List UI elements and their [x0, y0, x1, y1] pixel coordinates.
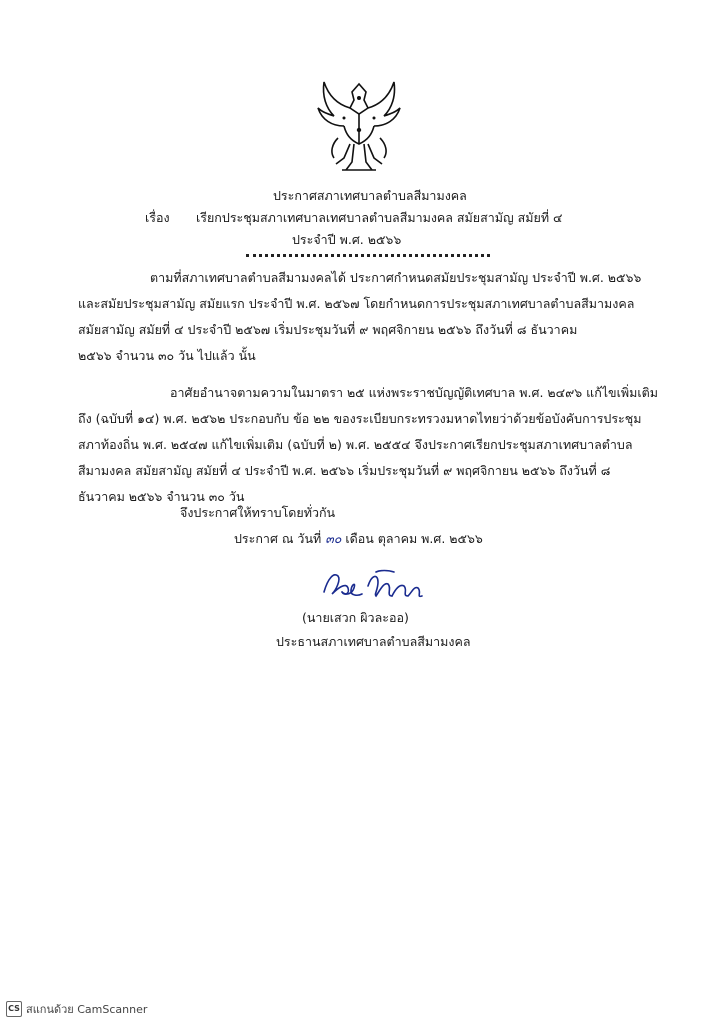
- paragraph-2-line-5: ธันวาคม ๒๕๖๖ จำนวน ๓๐ วัน: [78, 489, 245, 504]
- paragraph-1-line-2: และสมัยประชุมสามัญ สมัยแรก ประจำปี พ.ศ. ๒๕๖๗ โดยกำหนดการประชุมสภาเทศบาลตำบลสีมามงคล: [78, 296, 635, 311]
- signatory-name: (นายเสวก ผิวละออ): [302, 610, 409, 625]
- subject-label: เรื่อง: [145, 210, 170, 225]
- paragraph-1-line-3: สมัยสามัญ สมัยที่ ๔ ประจำปี ๒๕๖๗ เริ่มประชุมวันที่ ๙ พฤศจิกายน ๒๕๖๖ ถึงวันที่ ๘ ธันวาคม: [78, 322, 578, 337]
- announce-day: ๓๐: [325, 531, 342, 546]
- handwritten-signature: [318, 566, 434, 606]
- announce-prefix: ประกาศ ณ วันที่: [234, 531, 322, 546]
- garuda-emblem: [314, 78, 404, 178]
- dotted-separator: [246, 254, 490, 257]
- announce-date: [234, 531, 483, 547]
- subject-text: เรียกประชุมสภาเทศบาลเทศบาลตำบลสีมามงคล สมัยสามัญ สมัยที่ ๔: [196, 210, 563, 225]
- subject-year: ประจำปี พ.ศ. ๒๕๖๖: [292, 232, 402, 247]
- paragraph-1-line-1: ตามที่สภาเทศบาลตำบลสีมามงคลได้ ประกาศกำหนดสมัยประชุมสามัญ ประจำปี พ.ศ. ๒๕๖๖: [150, 270, 642, 285]
- paragraph-2-line-2: ถึง (ฉบับที่ ๑๔) พ.ศ. ๒๕๖๒ ประกอบกับ ข้อ ๒๒ ของระเบียบกระทรวงมหาดไทยว่าด้วยข้อบังคับการประชุม: [78, 411, 642, 426]
- camscanner-text: สแกนด้วย CamScanner: [26, 1003, 148, 1016]
- camscanner-watermark: [6, 1000, 147, 1018]
- closing-statement: จึงประกาศให้ทราบโดยทั่วกัน: [180, 505, 336, 520]
- signatory-position: ประธานสภาเทศบาลตำบลสีมามงคล: [276, 634, 471, 649]
- paragraph-1-line-4: ๒๕๖๖ จำนวน ๓๐ วัน ไปแล้ว นั้น: [78, 348, 256, 363]
- announce-suffix: เดือน ตุลาคม พ.ศ. ๒๕๖๖: [345, 531, 483, 546]
- paragraph-2-line-3: สภาท้องถิ่น พ.ศ. ๒๕๔๗ แก้ไขเพิ่มเติม (ฉบับที่ ๒) พ.ศ. ๒๕๕๔ จึงประกาศเรียกประชุมสภาเทศบาลตำบล: [78, 437, 633, 452]
- camscanner-logo-icon: CS: [6, 1001, 22, 1017]
- document-title: ประกาศสภาเทศบาลตำบลสีมามงคล: [273, 188, 467, 203]
- paragraph-2-line-4: สีมามงคล สมัยสามัญ สมัยที่ ๔ ประจำปี พ.ศ. ๒๕๖๖ เริ่มประชุมวันที่ ๙ พฤศจิกายน ๒๕๖๖ ถึงวันที่ ๘: [78, 463, 611, 478]
- paragraph-2-line-1: อาศัยอำนาจตามความในมาตรา ๒๕ แห่งพระราชบัญญัติเทศบาล พ.ศ. ๒๔๙๖ แก้ไขเพิ่มเติม: [170, 385, 658, 400]
